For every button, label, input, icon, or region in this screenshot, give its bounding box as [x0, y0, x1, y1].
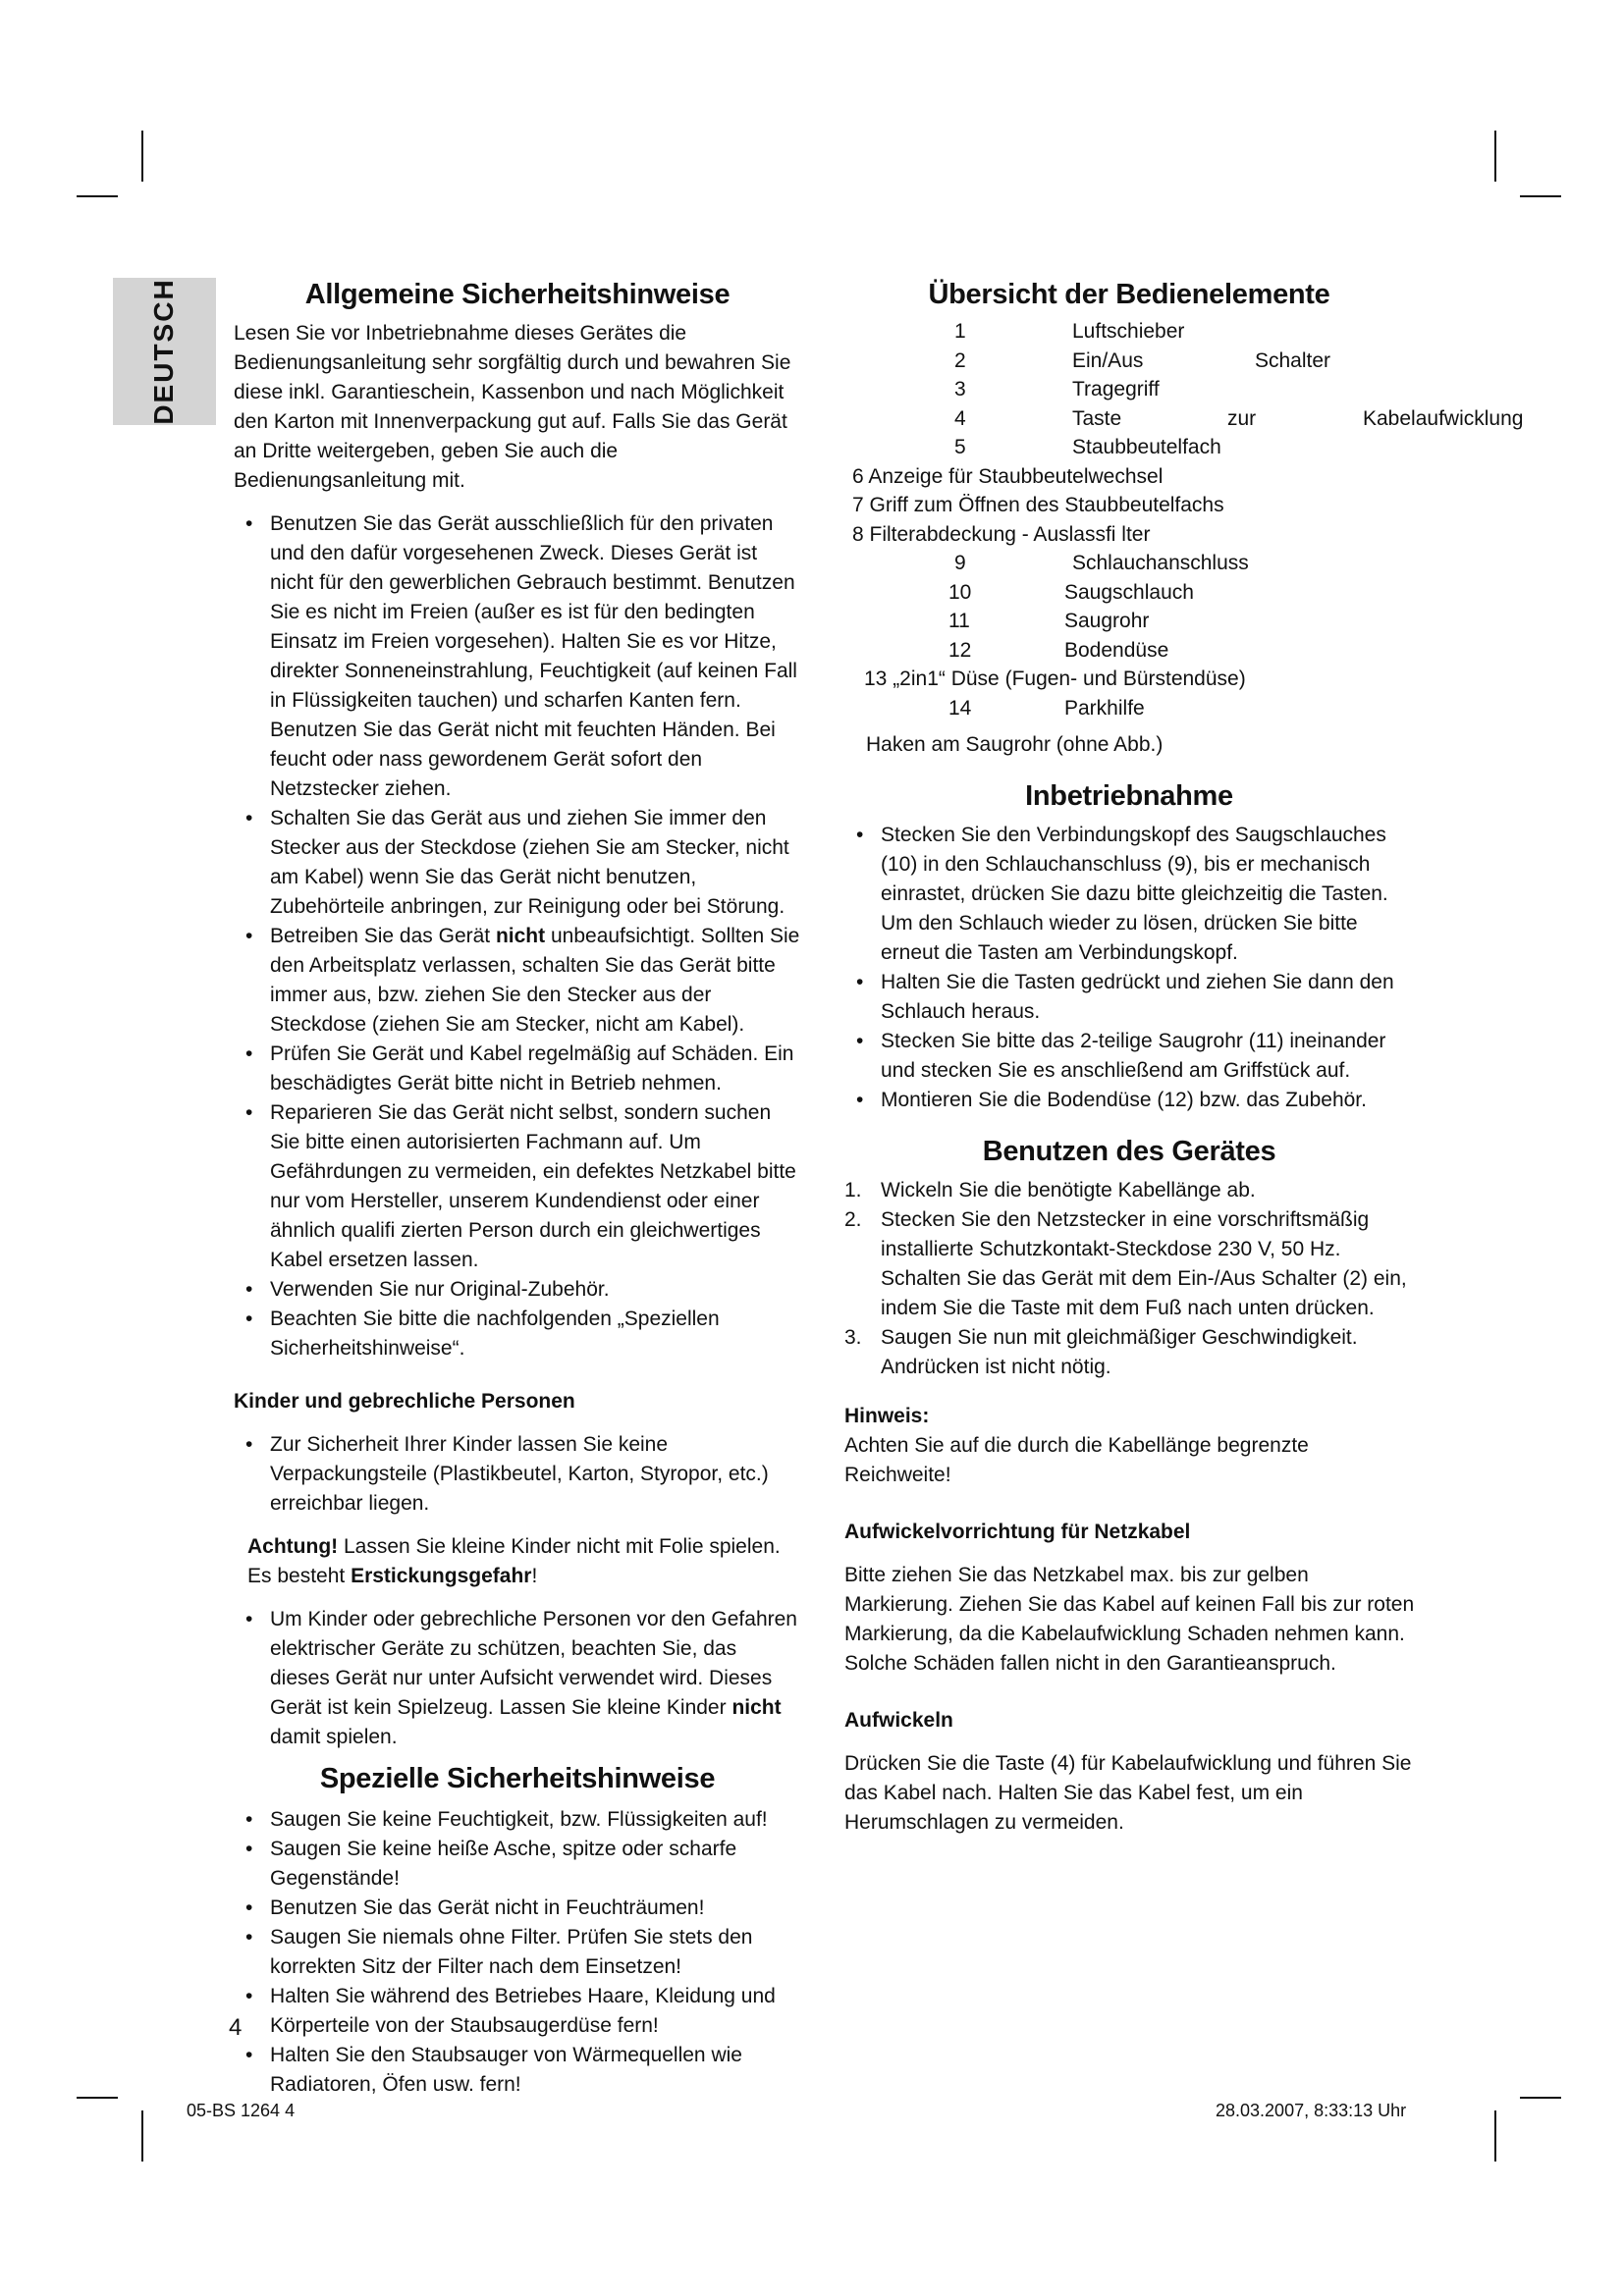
note-text: Achten Sie auf die durch die Kabellänge begrenzte Reichweite! [844, 1434, 1309, 1486]
crop-mark [1520, 2097, 1561, 2099]
page-number: 4 [229, 2014, 243, 2041]
language-tab [113, 278, 216, 425]
crop-mark [77, 2097, 118, 2099]
list-item: • Benutzen Sie das Gerät ausschließlich für den privaten und den dafür vorgesehenen Zweck. Dieses Gerät ist nicht für den gewerblichen Gebrauch bestimmt. Benutzen Sie es nicht im Freien (außer es ist für den bedingten Einsatz im Freien vorgesehen). Halten Sie es vor Hitze, direkter Sonneneinstrahlung, Feuchtigkeit (auf keinen Fall in Flüssigkeiten tauchen) und scharfen Kanten fern. Benutzen Sie das Gerät nicht mit feuchten Händen. Bei feucht oder nass gewordenem Gerät sofort den Netzstecker ziehen. [234, 509, 801, 804]
special-safety-list [234, 1805, 801, 2100]
footer-left: 05-BS 1264 4 [187, 2101, 296, 2120]
overview-item: 10 Saugschlauch [948, 580, 1194, 604]
heading-usage: Benutzen des Gerätes [982, 1136, 1276, 1167]
list-item: • Saugen Sie niemals ohne Filter. Prüfen Sie stets den korrekten Sitz der Filter nach dem Einsetzen! [234, 1923, 801, 1982]
list-item: • Beachten Sie bitte die nachfolgenden „Speziellen Sicherheitshinweise“. [234, 1305, 801, 1363]
crop-mark [77, 195, 118, 197]
heading-general-safety: Allgemeine Sicherheitshinweise [304, 279, 731, 310]
list-item: • Reparieren Sie das Gerät nicht selbst, sondern suchen Sie bitte einen autorisierten Fachmann auf. Um Gefährdungen zu vermeiden, ein defektes Netzkabel bitte nur vom Hersteller, unserem Kundendienst oder einer ähnlich qualifi zierten Person durch ein gleichwertiges Kabel ersetzen lassen. [234, 1098, 801, 1275]
subheading-winding: Aufwickeln [844, 1709, 953, 1732]
intro-paragraph: Lesen Sie vor Inbetriebnahme dieses Gerätes die Bedienungsanleitung sehr sorgfältig durch und bewahren Sie diese inkl. Garantieschein, Kassenbon und nach Möglichkeit den Karton mit Innenverpackung gut auf. Falls Sie das Gerät an Dritte weitergeben, geben Sie auch die Bedienungsanleitung mit. [234, 322, 791, 492]
crop-mark [141, 2110, 143, 2162]
note-label: Hinweis: [844, 1405, 930, 1427]
overview-item: 9 Schlauchanschluss [954, 552, 1249, 574]
language-tab-label: DEUTSCH [148, 278, 179, 425]
list-item: • Zur Sicherheit Ihrer Kinder lassen Sie keine Verpackungsteile (Plastikbeutel, Karton, Styropor, etc.) erreichbar liegen. [234, 1430, 801, 1519]
startup-list [844, 821, 1420, 1115]
heading-startup: Inbetriebnahme [1025, 780, 1233, 812]
warning-paragraph: Achtung! Lassen Sie kleine Kinder nicht mit Folie spielen. Es besteht Erstickungsgefahr! [247, 1535, 781, 1587]
overview-item: 12 Bodendüse [948, 638, 1169, 662]
safety-list [234, 509, 801, 1363]
list-item: • Um Kinder oder gebrechliche Personen vor den Gefahren elektrischer Geräte zu schützen, beachten Sie, das dieses Gerät nur unter Aufsicht verwendet wird. Dieses Gerät ist kein Spielzeug. Lassen Sie kleine Kinder nicht damit spielen. [234, 1605, 801, 1752]
crop-mark [141, 131, 143, 182]
list-item: • Stecken Sie den Verbindungskopf des Saugschlauches (10) in den Schlauchanschluss (9), bis er mechanisch einrastet, drücken Sie dazu bitte gleichzeitig die Tasten. Um den Schlauch wieder zu lösen, drücken Sie bitte erneut die Tasten am Verbindungskopf. [844, 821, 1420, 968]
crop-mark [1520, 195, 1561, 197]
overview-item: 14 Parkhilfe [948, 696, 1145, 720]
heading-special-safety: Spezielle Sicherheitshinweise [319, 1763, 716, 1794]
list-item: 2. Stecken Sie den Netzstecker in eine vorschriftsmäßig installierte Schutzkontakt-Steckdose 230 V, 50 Hz. Schalten Sie das Gerät mit dem Ein-/Aus Schalter (2) ein, indem Sie die Taste mit dem Fuß nach unten drücken. [844, 1208, 1407, 1319]
list-item: • Schalten Sie das Gerät aus und ziehen Sie immer den Stecker aus der Steckdose (ziehen Sie am Stecker, nicht am Kabel) wenn Sie das Gerät nicht benutzen, Zubehörteile anbringen, zur Reinigung oder bei Störung. [234, 804, 801, 922]
list-item: • Saugen Sie keine heiße Asche, spitze oder scharfe Gegenstände! [234, 1835, 801, 1894]
subheading-children: Kinder und gebrechliche Personen [234, 1390, 575, 1413]
overview-list [844, 317, 1522, 722]
children-list-2 [234, 1605, 801, 1752]
list-item: • Montieren Sie die Bodendüse (12) bzw. das Zubehör. [844, 1086, 1420, 1115]
overview-item: 13 „2in1“ Düse (Fugen- und Bürstendüse) [864, 667, 1246, 690]
overview-item: 6 Anzeige für Staubbeutelwechsel [852, 464, 1164, 488]
list-item: • Prüfen Sie Gerät und Kabel regelmäßig auf Schäden. Ein beschädigtes Gerät bitte nicht in Betrieb nehmen. [234, 1040, 801, 1098]
list-item: • Benutzen Sie das Gerät nicht in Feuchträumen! [234, 1894, 801, 1923]
list-item: 1. Wickeln Sie die benötigte Kabellänge ab. [844, 1179, 1256, 1201]
list-item: • Verwenden Sie nur Original-Zubehör. [234, 1275, 801, 1305]
overview-item: 1 Luftschieber [954, 320, 1185, 343]
overview-item: 4 Taste zur Kabelaufwicklung [954, 406, 1524, 430]
list-item: • Stecken Sie bitte das 2-teilige Saugrohr (11) ineinander und stecken Sie es anschließend am Griffstück auf. [844, 1027, 1420, 1086]
subheading-cable: Aufwickelvorrichtung für Netzkabel [844, 1521, 1191, 1543]
overview-item: 7 Griff zum Öffnen des Staubbeutelfachs [852, 494, 1224, 516]
cable-text: Bitte ziehen Sie das Netzkabel max. bis zur gelben Markierung. Ziehen Sie das Kabel auf keinen Fall bis zur roten Markierung, da die Kabelaufwicklung Schaden nehmen kann. Solche Schäden fallen nicht in den Garantieanspruch. [844, 1564, 1415, 1675]
list-item: 3. Saugen Sie nun mit gleichmäßiger Geschwindigkeit. Andrücken ist nicht nötig. [844, 1326, 1358, 1378]
overview-item: 5 Staubbeutelfach [954, 436, 1221, 458]
footer-right: 28.03.2007, 8:33:13 Uhr [1216, 2101, 1407, 2120]
crop-mark [1494, 2110, 1496, 2162]
list-item: • Halten Sie die Tasten gedrückt und ziehen Sie dann den Schlauch heraus. [844, 968, 1420, 1027]
children-list [234, 1430, 801, 1519]
right-column [844, 280, 1522, 1838]
crop-mark [1494, 131, 1496, 182]
overview-item: 11 Saugrohr [948, 610, 1150, 632]
overview-item: 8 Filterabdeckung - Auslassfi lter [852, 522, 1151, 546]
usage-list [844, 1176, 1420, 1382]
overview-item: 2 Ein/Aus Schalter [954, 348, 1331, 372]
heading-overview: Übersicht der Bedienelemente [928, 279, 1330, 310]
list-item: • Saugen Sie keine Feuchtigkeit, bzw. Flüssigkeiten auf! [234, 1805, 801, 1835]
list-item: • Halten Sie den Staubsauger von Wärmequellen wie Radiatoren, Öfen usw. fern! [234, 2041, 801, 2100]
left-column [234, 280, 801, 2100]
list-item: • Betreiben Sie das Gerät nicht unbeaufsichtigt. Sollten Sie den Arbeitsplatz verlassen, schalten Sie das Gerät bitte immer aus, bzw. ziehen Sie den Stecker aus der Steckdose (ziehen Sie am Stecker, nicht am Kabel). [234, 922, 801, 1040]
list-item: • Halten Sie während des Betriebes Haare, Kleidung und Körperteile von der Staubsaugerdüse fern! [234, 1982, 801, 2041]
hook-note: Haken am Saugrohr (ohne Abb.) [866, 733, 1164, 756]
overview-item: 3 Tragegriff [954, 378, 1160, 400]
winding-text: Drücken Sie die Taste (4) für Kabelaufwicklung und führen Sie das Kabel nach. Halten Sie das Kabel fest, um ein Herumschlagen zu vermeiden. [844, 1752, 1412, 1834]
